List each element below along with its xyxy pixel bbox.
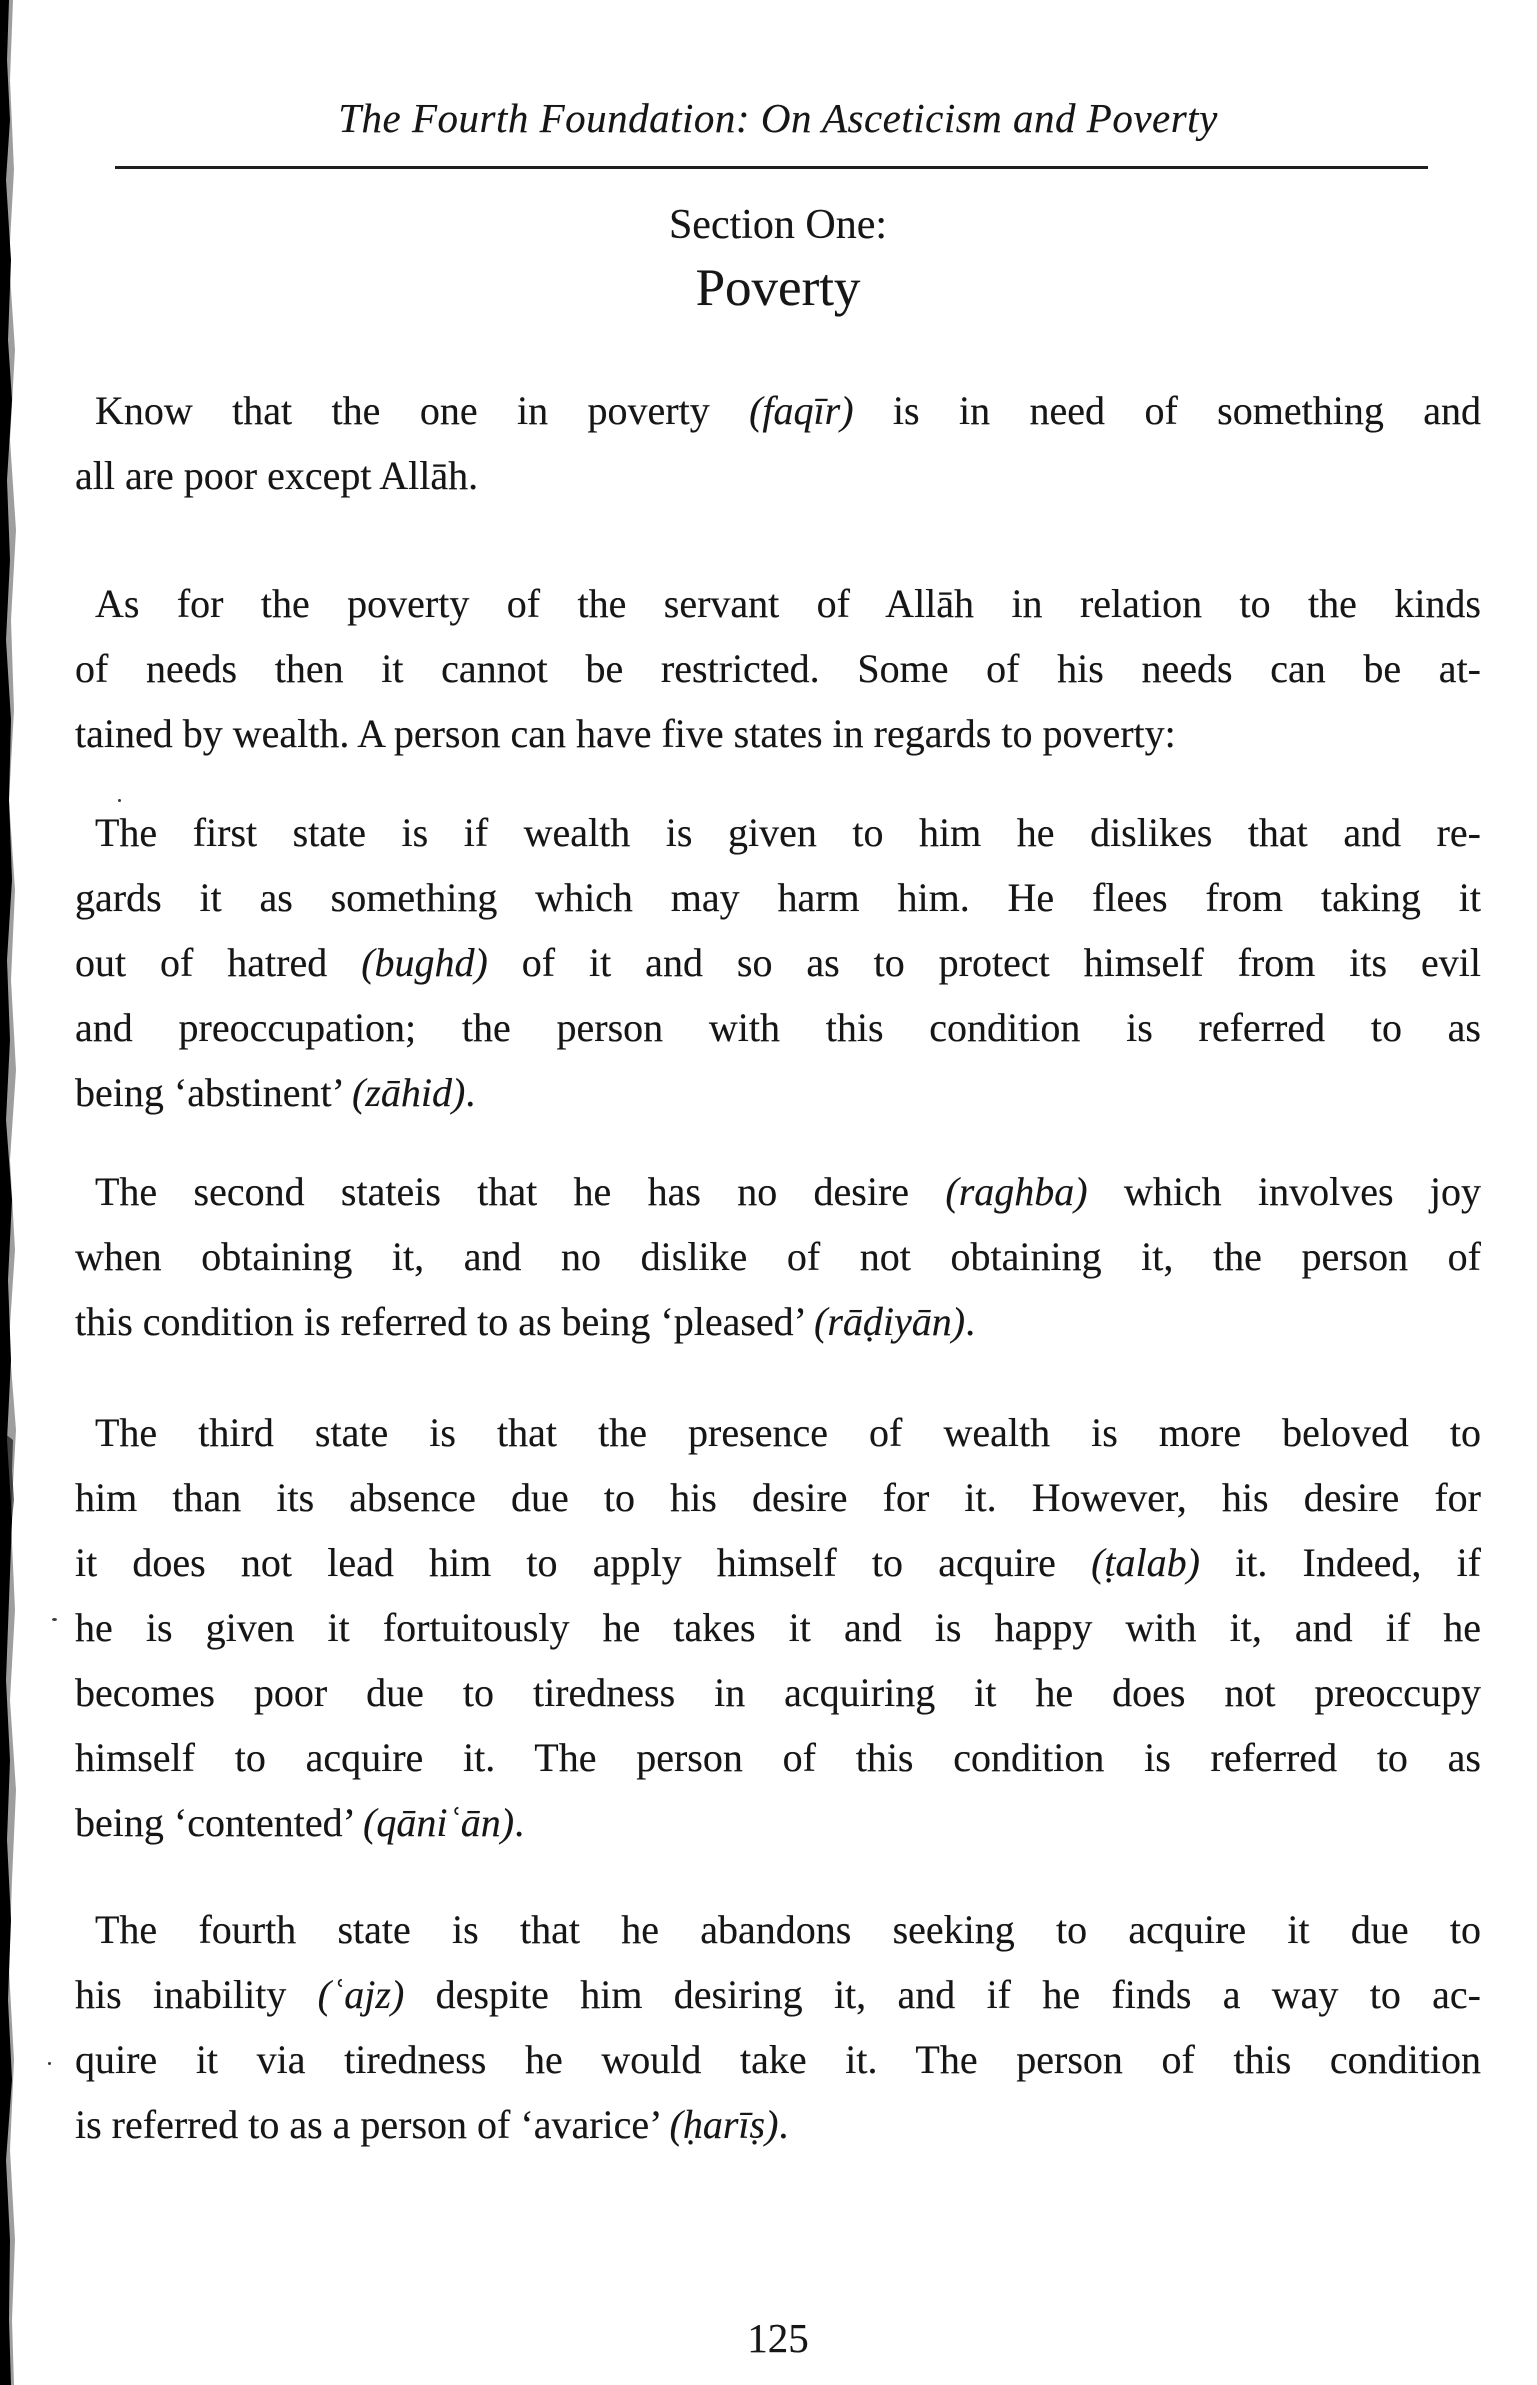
paragraph xyxy=(75,1159,1481,1354)
header-rule xyxy=(115,166,1428,169)
scan-binding-edge xyxy=(0,0,20,2385)
text-line xyxy=(75,995,1481,1060)
paragraph xyxy=(75,571,1481,766)
text-line xyxy=(75,865,1481,930)
running-head-title: The Fourth Foundation: On Asceticism and Poverty xyxy=(338,95,1218,141)
text-segment: becomes poor due to tiredness in acquiring it he does not preoccupy xyxy=(75,1670,1481,1715)
text-segment: As for the poverty of the servant of Allāh in relation to the kinds xyxy=(95,581,1481,626)
text-line xyxy=(75,1897,1481,1962)
text-segment: all are poor except Allāh. xyxy=(75,453,479,498)
text-line xyxy=(75,701,1481,766)
text-segment: The third state is that the presence of wealth is more beloved to xyxy=(95,1410,1481,1455)
transliteration-term: (ṭalab) xyxy=(1091,1540,1200,1585)
text-line xyxy=(75,1790,1481,1855)
text-line xyxy=(75,1159,1481,1224)
text-segment: he is given it fortuitously he takes it and is happy with it, and if he xyxy=(75,1605,1481,1650)
text-segment: The fourth state is that he abandons seeking to acquire it due to xyxy=(95,1907,1481,1952)
text-segment: . xyxy=(965,1299,976,1344)
text-segment: gards it as something which may harm him. He flees from taking it xyxy=(75,875,1481,920)
transliteration-term: (qāniʿān) xyxy=(363,1800,515,1845)
text-line xyxy=(75,930,1481,995)
text-segment: The first state is if wealth is given to him he dislikes that and re- xyxy=(95,810,1481,855)
text-line xyxy=(75,1595,1481,1660)
transliteration-term: (ḥarīṣ) xyxy=(669,2102,779,2147)
text-segment: is in need of something and xyxy=(853,388,1481,433)
text-segment: it. Indeed, if xyxy=(1199,1540,1481,1585)
text-line xyxy=(75,1465,1481,1530)
scan-speck xyxy=(52,1618,57,1621)
text-line xyxy=(75,1530,1481,1595)
text-line xyxy=(75,636,1481,701)
text-segment: which involves joy xyxy=(1087,1169,1481,1214)
text-line xyxy=(75,1289,1481,1354)
text-segment: despite him desiring it, and if he finds a way to ac- xyxy=(404,1972,1481,2017)
text-line xyxy=(75,1400,1481,1465)
page-number: 125 xyxy=(747,2315,809,2361)
text-line xyxy=(75,800,1481,865)
text-segment: of it and so as to protect himself from its evil xyxy=(487,940,1481,985)
section-label: Section One: xyxy=(668,202,888,248)
text-line xyxy=(75,2027,1481,2092)
transliteration-term: (bughd) xyxy=(361,940,488,985)
text-line xyxy=(75,443,1481,508)
transliteration-term: (raghba) xyxy=(945,1169,1088,1214)
body-text xyxy=(75,378,1481,2157)
text-segment: being ‘contented’ xyxy=(75,1800,364,1845)
text-line xyxy=(75,571,1481,636)
text-segment: himself to acquire it. The person of this condition is referred to as xyxy=(75,1735,1481,1780)
text-line xyxy=(75,1224,1481,1289)
transliteration-term: (ʿajz) xyxy=(317,1972,405,2017)
text-segment: quire it via tiredness he would take it. The person of this condition xyxy=(75,2037,1481,2082)
text-line xyxy=(75,378,1481,443)
text-segment: out of hatred xyxy=(75,940,362,985)
text-segment: being ‘abstinent’ xyxy=(75,1070,352,1115)
text-segment: of needs then it cannot be restricted. Some of his needs can be at- xyxy=(75,646,1481,691)
paragraph xyxy=(75,378,1481,508)
text-line xyxy=(75,2092,1481,2157)
transliteration-term: (rāḍiyān) xyxy=(814,1299,966,1344)
text-segment: this condition is referred to as being ‘pleased’ xyxy=(75,1299,815,1344)
text-segment: . xyxy=(465,1070,476,1115)
transliteration-term: (zāhid) xyxy=(351,1070,466,1115)
text-segment: is referred to as a person of ‘avarice’ xyxy=(75,2102,670,2147)
text-segment: Know that the one in poverty xyxy=(95,388,750,433)
section-title: Poverty xyxy=(695,259,861,317)
text-segment: when obtaining it, and no dislike of not obtaining it, the person of xyxy=(75,1234,1481,1279)
text-segment: . xyxy=(778,2102,789,2147)
text-segment: . xyxy=(514,1800,525,1845)
text-segment: him than its absence due to his desire for it. However, his desire for xyxy=(75,1475,1481,1520)
paragraph xyxy=(75,1897,1481,2157)
paragraph xyxy=(75,800,1481,1125)
scan-speck xyxy=(48,2062,51,2065)
text-segment: it does not lead him to apply himself to acquire xyxy=(75,1540,1092,1585)
text-line xyxy=(75,1725,1481,1790)
text-segment: tained by wealth. A person can have five states in regards to poverty: xyxy=(75,711,1176,756)
text-segment: and preoccupation; the person with this condition is referred to as xyxy=(75,1005,1481,1050)
transliteration-term: (faqīr) xyxy=(749,388,854,433)
text-segment: his inability xyxy=(75,1972,318,2017)
text-line xyxy=(75,1962,1481,2027)
text-line xyxy=(75,1060,1481,1125)
paragraph xyxy=(75,1400,1481,1855)
text-line xyxy=(75,1660,1481,1725)
text-segment: The second stateis that he has no desire xyxy=(95,1169,946,1214)
